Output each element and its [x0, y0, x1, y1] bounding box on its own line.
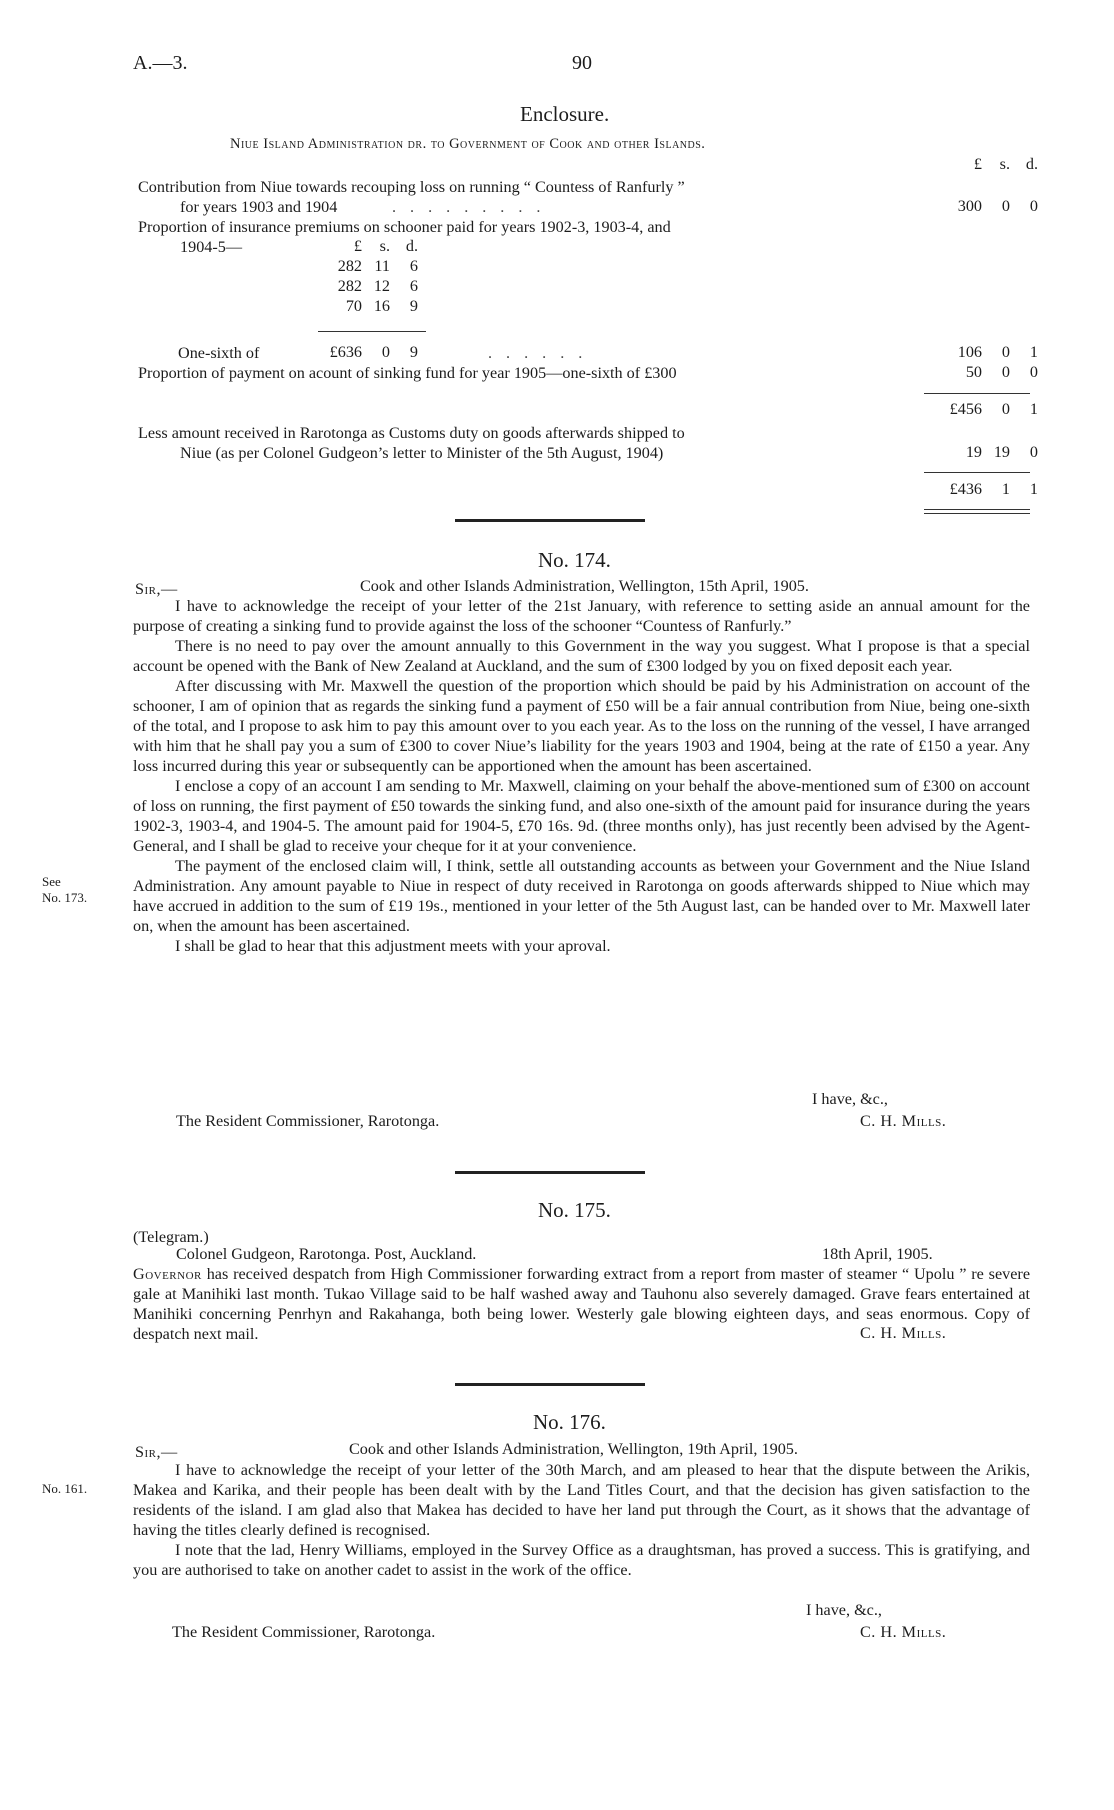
leader-dots: ......... [392, 198, 555, 216]
letter-176-salutation: Sir,— [135, 1443, 178, 1461]
sixth-amount: 106 0 1 [957, 343, 1038, 361]
enclosure-line-1a: Contribution from Niue towards recouping loss on running “ Countess of Ranfurly ” [138, 178, 685, 196]
page-number: 90 [572, 52, 592, 74]
paragraph: I have to acknowledge the receipt of your letter of the 21st January, with reference to setting aside an annual amount for the purpose of creating a sinking fund to provide against the loss of the schooner “Countess of Ranfurly.” [133, 597, 1030, 635]
letter-176-addressee: The Resident Commissioner, Rarotonga. [172, 1623, 436, 1641]
letter-176-body [133, 1460, 1030, 1580]
telegram-label: (Telegram.) [133, 1228, 209, 1246]
subtotal: £456 0 1 [949, 400, 1038, 418]
subtotal-rule [924, 393, 1030, 394]
premium-row: 282 12 6 [337, 277, 418, 295]
currency-header: £ s. d. [973, 155, 1038, 173]
sixth-label: One-sixth of [178, 344, 260, 362]
section-divider [455, 519, 645, 522]
letter-174-dateline: Cook and other Islands Administration, Wellington, 15th April, 1905. [360, 577, 809, 595]
paragraph: I note that the lad, Henry Williams, employed in the Survey Office as a draughtsman, has proved a success. This is gratifying, and you are authorised to take on another cadet to assist in the work of the office. [133, 1541, 1030, 1579]
letter-174-closing: I have, &c., [812, 1090, 888, 1108]
total-rule [924, 472, 1030, 473]
paragraph: The payment of the enclosed claim will, I think, settle all outstanding accounts as between your Government and the Niue Island Administration. Any amount payable to Niue in respect of duty received in Rarotonga on goods afterwards shipped to Niue which may have accrued in addition to the sum of £19 19s., mentioned in your letter of the 5th August last, can be handed over to Mr. Maxwell later on, when the amount has been ascertained. [133, 857, 1030, 935]
letter-175-signature: C. H. Mills. [860, 1324, 947, 1342]
telegram-text: has received despatch from High Commissioner forwarding extract from a report from master of steamer “ Upolu ” re severe gale at Manihiki last month. Tukao Village said to be half washed away and Tauhonu also severely damaged. Grave fears entertained at Manihiki concerning Penrhyn and Rakahanga, both being lower. Westerly gale blowing eighteen days, and seas enormous. Copy of despatch next mail. [133, 1265, 1031, 1343]
letter-175-number: No. 175. [538, 1198, 611, 1222]
enclosure-less-a: Less amount received in Rarotonga as Customs duty on goods afterwards shipped to [138, 424, 685, 442]
enclosure-heading: Enclosure. [520, 102, 610, 126]
letter-174-body [133, 596, 1030, 956]
letter-176-dateline: Cook and other Islands Administration, Wellington, 19th April, 1905. [349, 1440, 798, 1458]
premium-sum-rule [318, 331, 426, 332]
paragraph: I shall be glad to hear that this adjustment meets with your aproval. [175, 937, 611, 955]
leader-dots: ...... [488, 344, 597, 362]
section-divider [455, 1171, 645, 1174]
page-reference: A.—3. [133, 52, 188, 74]
enclosure-line-1b: for years 1903 and 1904 [180, 198, 338, 216]
total-double-rule [924, 509, 1030, 510]
telegram-address: Colonel Gudgeon, Rarotonga. Post, Auckland. [176, 1245, 477, 1263]
paragraph: I have to acknowledge the receipt of your letter of the 30th March, and am pleased to hear that the dispute between the Arikis, Makea and Karika, and their people has been dealt with by the Land Titles Court, and that the decision has given satisfaction to the residents of the island. I am glad also that Makea has decided to have her land put through the Court, as it shows that the advantage of having the titles clearly defined is recognised. [133, 1461, 1030, 1539]
paragraph: After discussing with Mr. Maxwell the question of the proportion which should be paid by his Administration on account of the schooner, I am of opinion that as regards the sinking fund a payment of £50 will be a fair annual contribution from Niue, being one-sixth of the total, and I propose to ask him to pay this amount over to you each year. As to the loss on the running of the vessel, I have arranged with him that he shall pay you a sum of £300 to cover Niue’s liability for the years 1903 and 1904, being at the rate of £150 a year. Any loss incurred during this year or subsequently can be apportioned when the amount has been ascertained. [133, 677, 1030, 775]
section-divider [455, 1383, 645, 1386]
account-title: Niue Island Administration dr. to Government of Cook and other Islands. [230, 136, 706, 152]
line1-amount: 300 0 0 [957, 197, 1038, 215]
paragraph: I enclose a copy of an account I am sending to Mr. Maxwell, claiming on your behalf the above-mentioned sum of £300 on account of loss on running, the first payment of £50 towards the sinking fund, and also one-sixth of the amount paid for insurance during the years 1902-3, 1903-4, and 1904-5. The amount paid for 1904-5, £70 16s. 9d. (three months only), has just recently been advised by the Agent-General, and I shall be glad to receive your cheque for it at your convenience. [133, 777, 1030, 855]
letter-174-salutation: Sir,— [135, 580, 178, 598]
letter-174-number: No. 174. [538, 548, 611, 572]
premium-row: 70 16 9 [345, 297, 418, 315]
grand-total: £436 1 1 [949, 480, 1038, 498]
governor-word: Governor [133, 1265, 202, 1283]
paragraph: There is no need to pay over the amount annually to this Government in the way you suggest. What I propose is that a special account be opened with the Bank of New Zealand at Auckland, and the sum of £300 lodged by you on fixed deposit each year. [133, 637, 1030, 675]
enclosure-line-3: Proportion of payment on acount of sinking fund for year 1905—one-sixth of £300 [138, 364, 677, 382]
margin-note: See No. 173. [42, 874, 88, 905]
total-double-rule [924, 513, 1030, 514]
line3-amount: 50 0 0 [965, 363, 1038, 381]
enclosure-less-b: Niue (as per Colonel Gudgeon’s letter to Minister of the 5th August, 1904) [180, 444, 664, 462]
telegram-date: 18th April, 1905. [822, 1245, 933, 1263]
letter-176-number: No. 176. [533, 1410, 606, 1434]
letter-176-signature: C. H. Mills. [860, 1623, 947, 1641]
enclosure-line-2b: 1904-5— [180, 238, 243, 256]
margin-note: No. 161. [42, 1481, 88, 1496]
sixth-total: £636 0 9 [329, 343, 418, 361]
premium-row: 282 11 6 [337, 257, 418, 275]
letter-176-closing: I have, &c., [806, 1601, 882, 1619]
letter-174-signature: C. H. Mills. [860, 1112, 947, 1130]
letter-174-addressee: The Resident Commissioner, Rarotonga. [176, 1112, 440, 1130]
enclosure-line-2a: Proportion of insurance premiums on schooner paid for years 1902-3, 1903-4, and [138, 218, 671, 236]
less-amount: 19 19 0 [965, 443, 1038, 461]
premium-header: £ s. d. [353, 237, 418, 255]
